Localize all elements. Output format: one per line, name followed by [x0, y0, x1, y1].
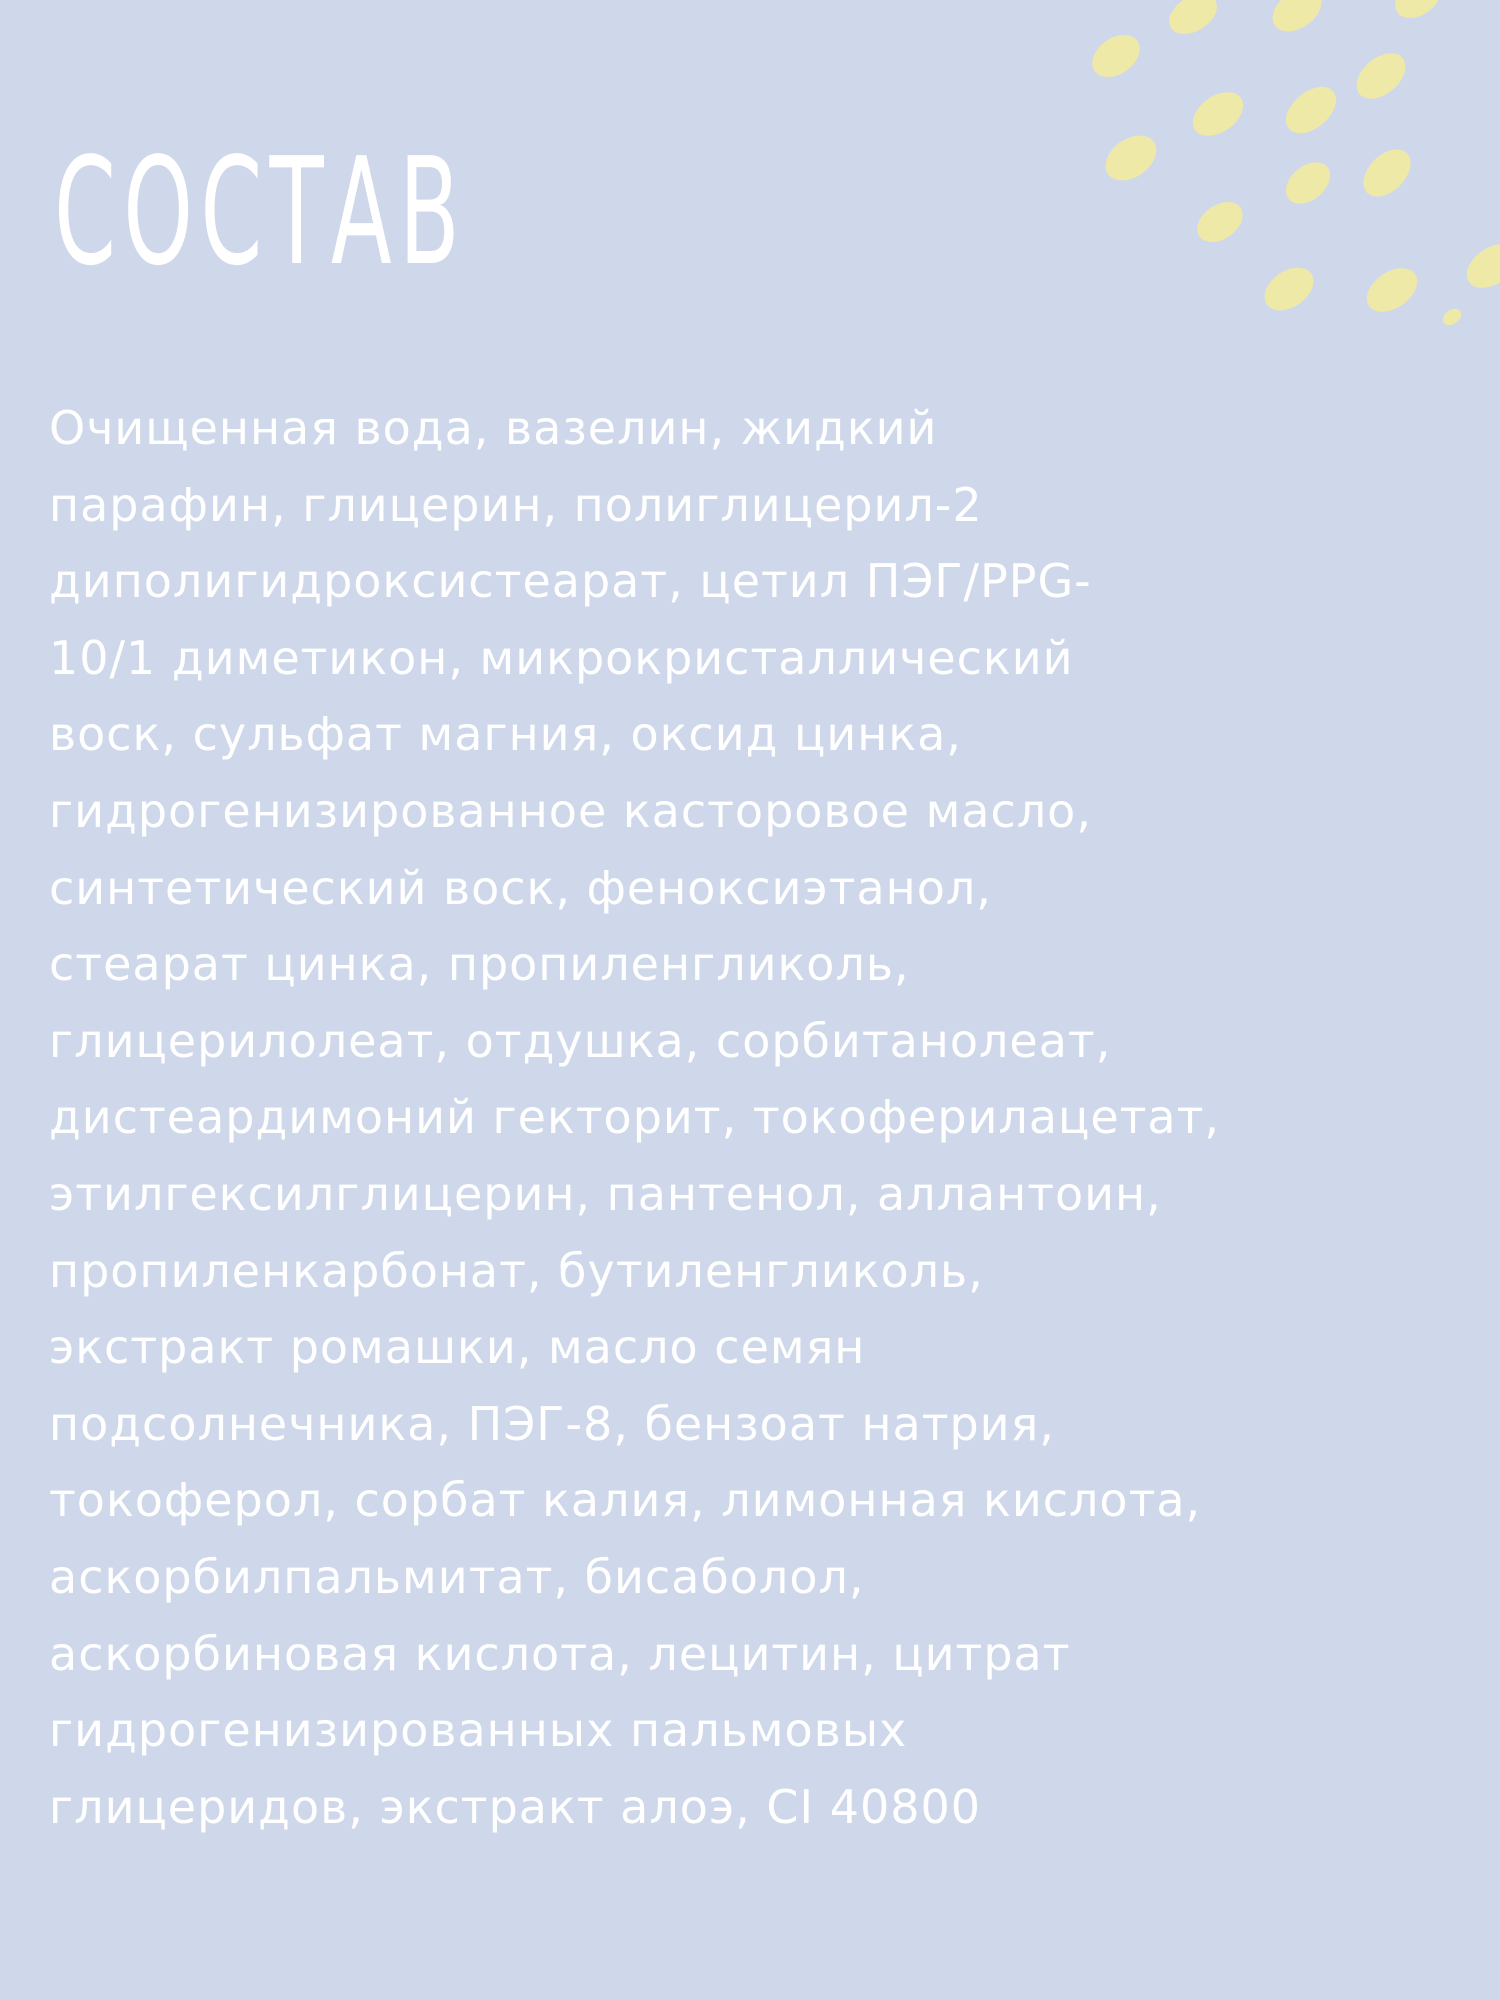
page-title: СОСТАВ — [54, 126, 468, 298]
yellow-dot-pattern-icon — [1080, 0, 1500, 400]
ingredients-list: Очищенная вода, вазелин, жидкий парафин, глицерин, полиглицерил-2 диполигидроксистеарат, цетил ПЭГ/PPG- 10/1 диметикон, микрокристаллический воск, сульфат магния, оксид цинка, гидрогенизированное касторовое масло, синтетический воск, феноксиэтанол, стеарат цинка, пропиленгликоль, глицерилолеат, отдушка, сорбитанолеат, дистеардимоний гекторит, токоферилацетат, этилгексилглицерин, пантенол, аллантоин, пропиленкарбонат, бутиленгликоль, экстракт ромашки, масло семян подсолнечника, ПЭГ-8, бензоат натрия, токоферол, сорбат калия, лимонная кислота, аскорбилпальмитат, бисаболол, аскорбиновая кислота, лецитин, цитрат гидрогенизированных пальмовых глицеридов, экстракт алоэ, CI 40800 — [49, 401, 1221, 1834]
